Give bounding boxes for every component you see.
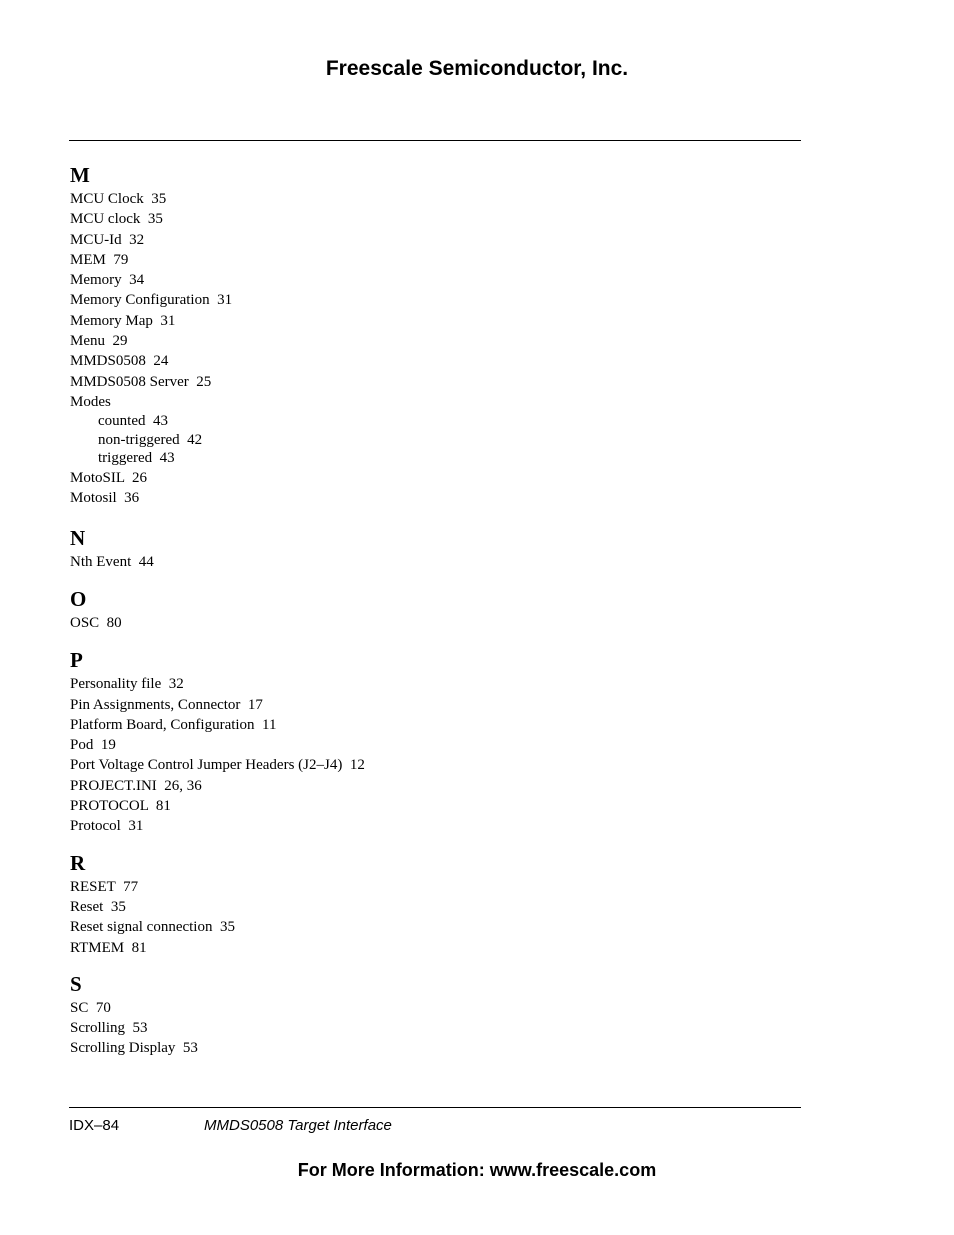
more-info-line: For More Information: www.freescale.com (297, 1160, 657, 1180)
index-entry: Scrolling 53 (70, 1020, 148, 1037)
index-entry: MEM 79 (70, 251, 129, 268)
section-letter: R (70, 850, 86, 875)
index-entry: Memory Map 31 (70, 312, 176, 329)
index-section-n (70, 524, 790, 572)
index-entry: PROJECT.INI 26, 36 (70, 777, 202, 794)
index-entry: MMDS0508 24 (70, 353, 169, 370)
section-letter: P (70, 648, 83, 673)
section-letter: O (70, 586, 87, 611)
document-title: MMDS0508 Target Interface (204, 1117, 392, 1134)
index-subentry: counted 43 (98, 413, 168, 430)
index-entry: Pod 19 (70, 737, 116, 754)
index-entry: OSC 80 (70, 614, 122, 631)
page-number: IDX–84 (69, 1117, 120, 1134)
page-header-title: Freescale Semiconductor, Inc. (325, 57, 629, 80)
index-entry: Reset signal connection 35 (70, 919, 235, 936)
index-entry: Pin Assignments, Connector 17 (70, 696, 263, 713)
index-entry: MCU Clock 35 (70, 191, 167, 207)
index-entry: Port Voltage Control Jumper Headers (J2–J4) 12 (70, 757, 365, 774)
index-subentry: triggered 43 (98, 450, 175, 467)
index-entry: Protocol 31 (70, 818, 144, 835)
header-divider (69, 140, 801, 141)
index-entry: MCU-Id 32 (70, 231, 145, 248)
index-entry: Platform Board, Configuration 11 (70, 716, 277, 733)
index-section-s (70, 970, 790, 1059)
index-section-m (70, 161, 790, 509)
index-entry: Motosil 36 (70, 490, 140, 507)
index-entry: RESET 77 (70, 878, 139, 895)
index-entry: Menu 29 (70, 333, 128, 350)
index-section-o (70, 585, 790, 633)
index-entry: RTMEM 81 (70, 939, 147, 956)
section-letter: M (70, 163, 90, 187)
footer-divider (69, 1107, 801, 1108)
index-entry: PROTOCOL 81 (70, 798, 171, 815)
index-subentry: non-triggered 42 (98, 431, 203, 448)
index-entry: Scrolling Display 53 (70, 1040, 198, 1057)
index-entry: Memory Configuration 31 (70, 292, 233, 309)
index-section-p (70, 646, 790, 836)
index-entry: Modes (70, 393, 111, 410)
index-entry: MotoSIL 26 (70, 470, 147, 487)
section-letter: S (70, 971, 82, 996)
index-entry: SC 70 (70, 999, 111, 1016)
index-entry: MCU clock 35 (70, 211, 163, 228)
index-entry: Personality file 32 (70, 676, 184, 693)
index-list (70, 161, 790, 1059)
section-letter: N (70, 525, 86, 550)
index-entry: Reset 35 (70, 898, 126, 915)
index-section-r (70, 849, 790, 958)
index-entry: Nth Event 44 (70, 553, 154, 570)
index-entry: Memory 34 (70, 272, 145, 289)
index-entry: MMDS0508 Server 25 (70, 373, 212, 390)
